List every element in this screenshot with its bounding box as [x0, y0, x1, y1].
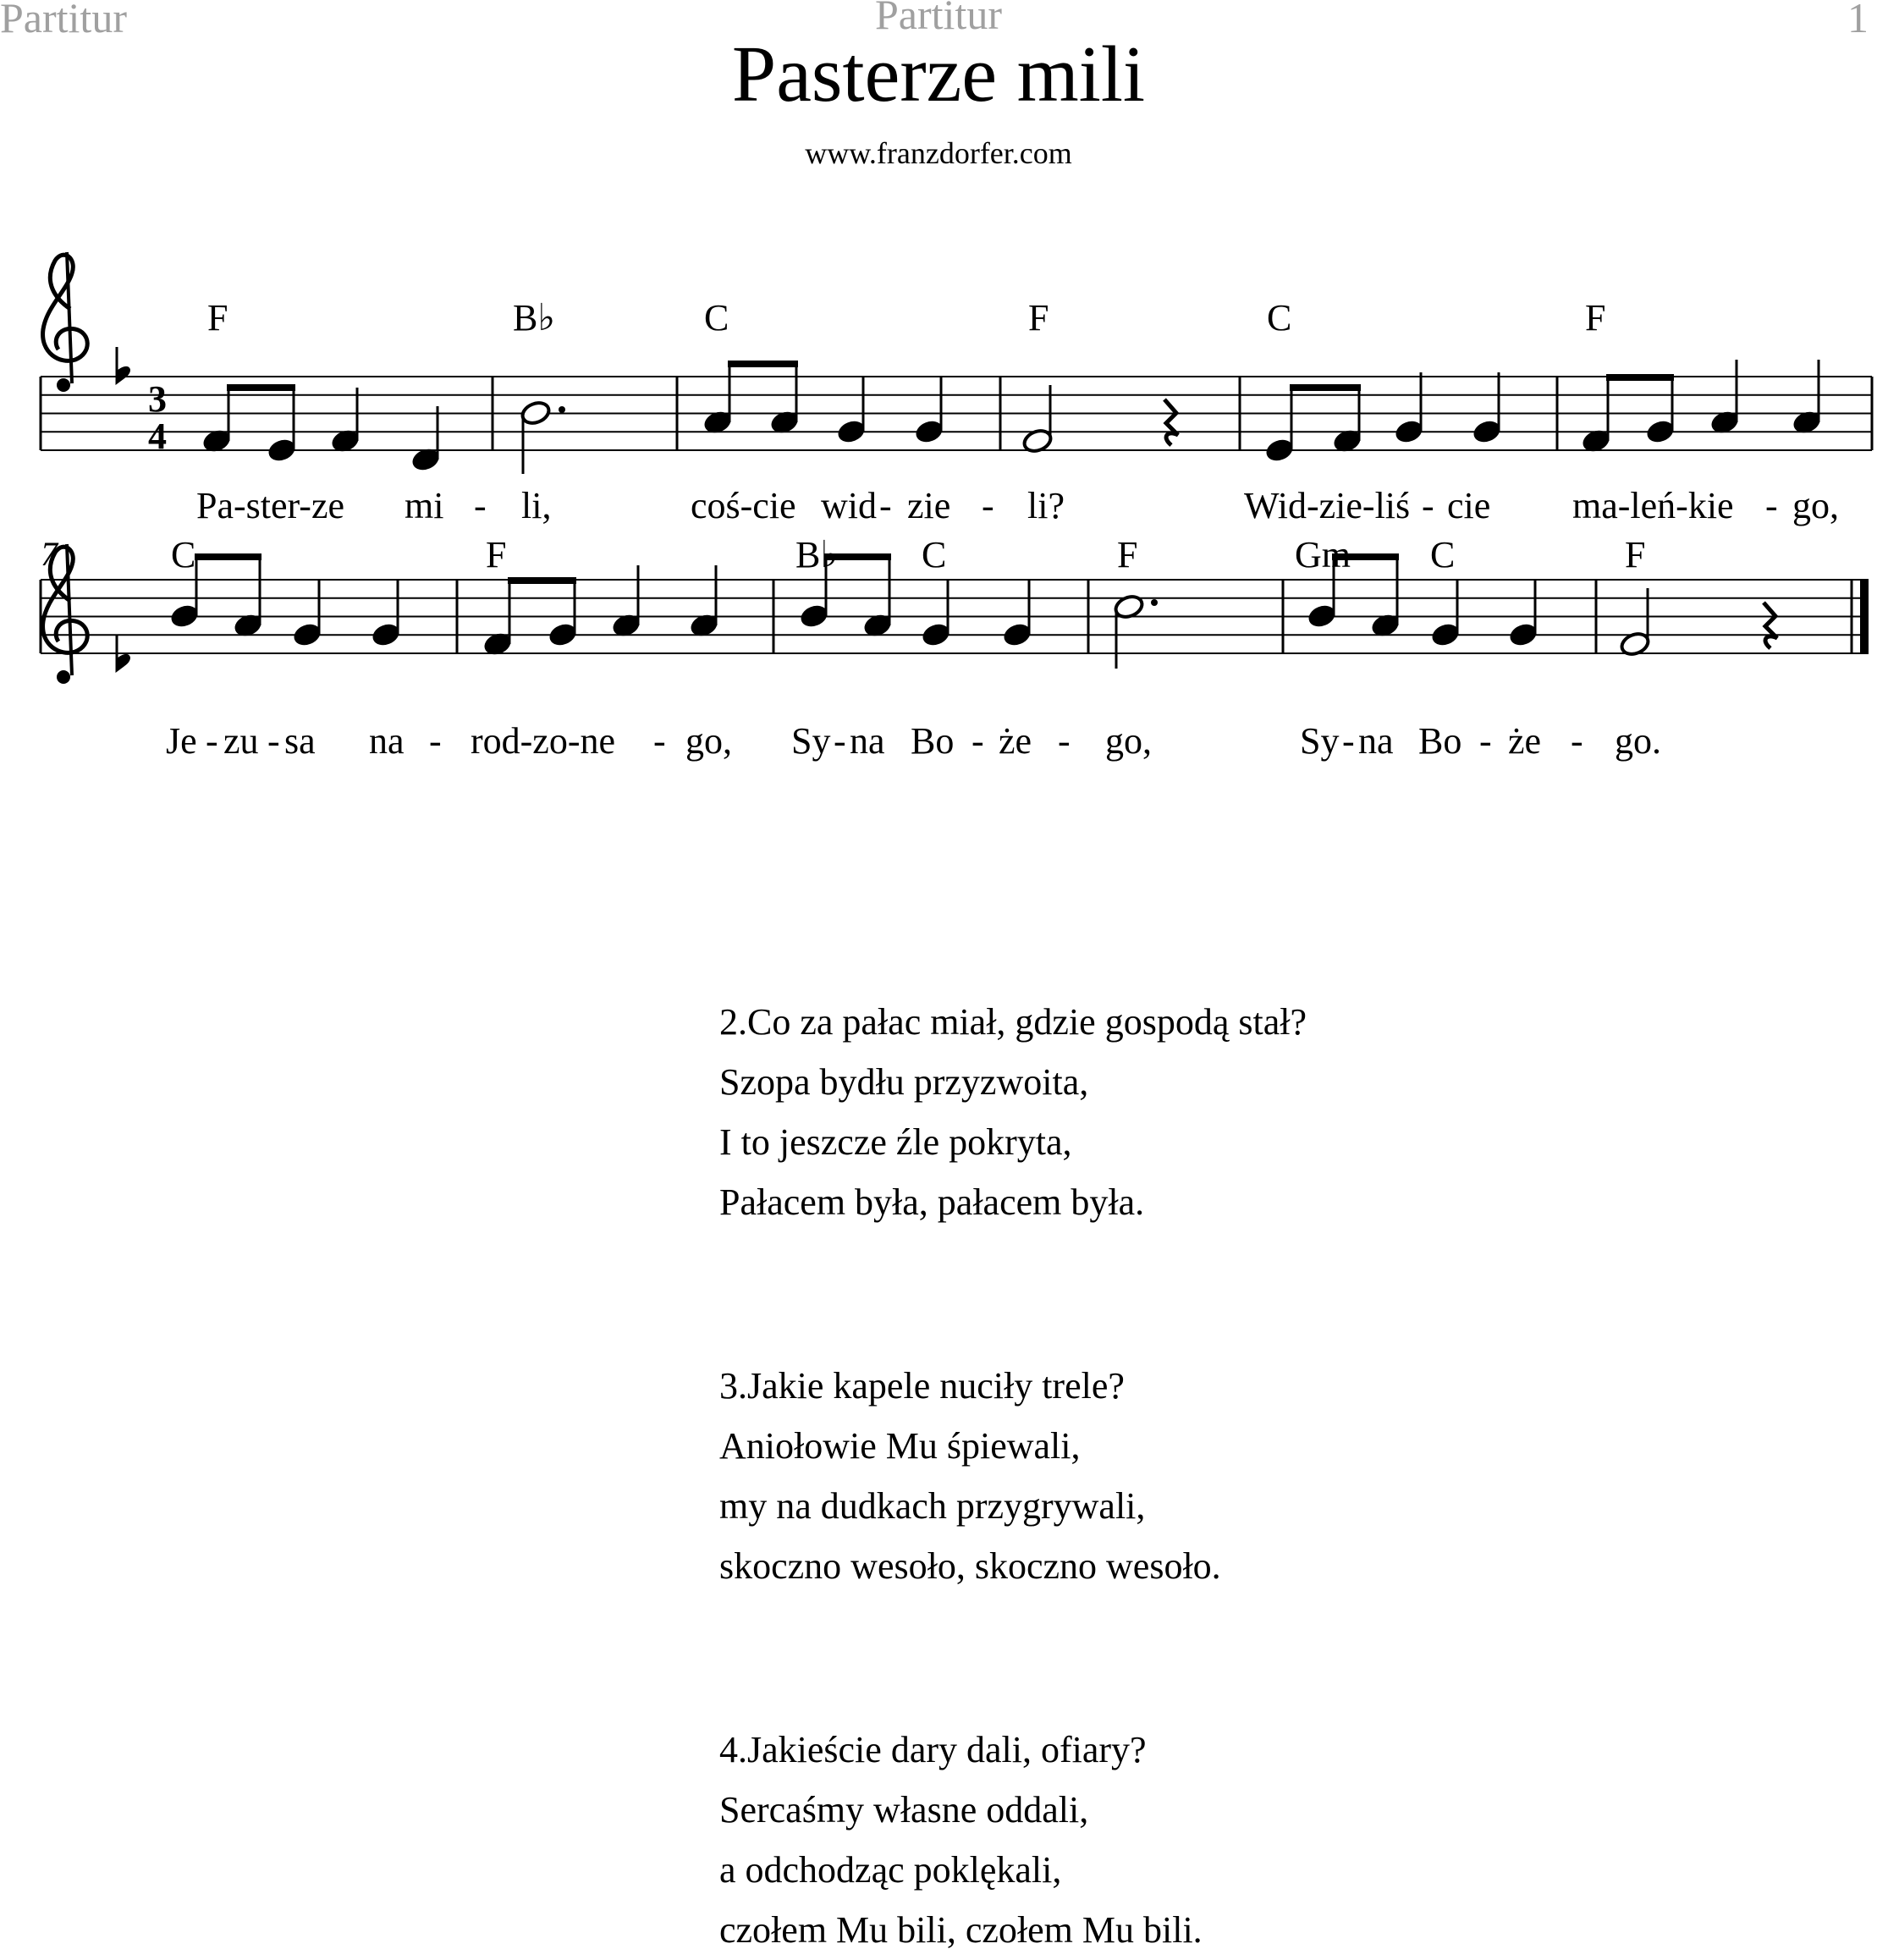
music-score [0, 0, 1877, 779]
chords-system-1 [207, 297, 1605, 339]
lyrics-system-2 [166, 720, 1661, 762]
stanza-line: a odchodząc poklękali, [719, 1849, 1062, 1891]
lyric-syllable: wid [821, 485, 877, 526]
lyric-syllable: - [1479, 720, 1492, 762]
chord-symbol: F [1585, 297, 1606, 339]
stanza-line: I to jeszcze źle pokryta, [719, 1121, 1072, 1163]
lyric-syllable: coś-cie [691, 485, 796, 526]
song-title: Pasterze mili [731, 30, 1146, 118]
chord-symbol: B♭ [795, 534, 839, 575]
lyric-syllable: li, [521, 485, 552, 526]
chord-symbol: F [1625, 534, 1646, 575]
stanza-3 [719, 1356, 1221, 1596]
stanza-line: Szopa bydłu przyzwoita, [719, 1061, 1089, 1103]
chord-symbol: F [207, 297, 228, 339]
lyric-syllable: zu [223, 720, 259, 762]
lyric-syllable: go, [1792, 485, 1839, 526]
lyric-syllable: że [999, 720, 1032, 762]
lyric-syllable: że [1508, 720, 1542, 762]
chord-symbol: C [1430, 534, 1456, 575]
chord-symbol: C [171, 534, 196, 575]
lyric-syllable: go, [1105, 720, 1152, 762]
page-number: 1 [1847, 0, 1869, 41]
stanza-4 [719, 1720, 1203, 1960]
chord-symbol: C [922, 534, 947, 575]
measure-number: 7 [41, 535, 58, 573]
lyric-syllable: zie [907, 485, 951, 526]
chords-system-2 [171, 534, 1645, 575]
note [520, 399, 552, 427]
lyric-syllable: - [1058, 720, 1071, 762]
lyric-syllable: Pa-ster-ze [196, 485, 345, 526]
chord-symbol: F [1028, 297, 1049, 339]
lyric-syllable: li? [1027, 485, 1065, 526]
lyric-syllable: - [1342, 720, 1355, 762]
lyric-syllable: - [982, 485, 994, 526]
lyric-syllable: - [1571, 720, 1583, 762]
stanza-line: Sercaśmy własne oddali, [719, 1789, 1089, 1831]
lyric-syllable: - [1765, 485, 1778, 526]
chord-symbol: F [1117, 534, 1138, 575]
lyric-syllable: ma-leń-kie [1572, 485, 1734, 526]
lyric-syllable: - [206, 720, 218, 762]
source-url: www.franzdorfer.com [805, 136, 1072, 170]
treble-clef-icon [43, 252, 88, 392]
lyric-syllable: sa [284, 720, 316, 762]
stanza-line: skoczno wesoło, skoczno wesoło. [719, 1545, 1221, 1587]
lyrics-system-1 [196, 485, 1839, 526]
header-left: Partitur [0, 0, 127, 41]
lyric-syllable: na [1358, 720, 1394, 762]
quarter-rest-icon [1164, 399, 1178, 445]
stanza-2 [719, 992, 1307, 1232]
treble-clef-icon [43, 544, 88, 684]
stanza-line: 4.Jakieście dary dali, ofiary? [719, 1729, 1147, 1770]
lyric-syllable: go, [685, 720, 732, 762]
chord-symbol: F [486, 534, 507, 575]
lyric-syllable: - [267, 720, 280, 762]
lyric-syllable: - [429, 720, 442, 762]
lyric-syllable: - [972, 720, 984, 762]
lyric-syllable: Bo [911, 720, 955, 762]
notes-system-2 [169, 553, 1777, 669]
header-center: Partitur [875, 0, 1002, 38]
chord-symbol: C [1267, 297, 1292, 339]
stanza-line: my na dudkach przygrywali, [719, 1485, 1146, 1527]
chord-symbol: B♭ [513, 297, 556, 339]
lyric-syllable: Bo [1418, 720, 1462, 762]
lyric-syllable: - [879, 485, 892, 526]
time-signature-bottom: 4 [148, 416, 167, 457]
lyric-syllable: - [653, 720, 666, 762]
lyric-syllable: mi [405, 485, 444, 526]
lyric-syllable: rod-zo-ne [471, 720, 616, 762]
lyric-syllable: Sy [1300, 720, 1340, 762]
staff-system-2 [41, 580, 1869, 653]
stanza-line: Aniołowie Mu śpiewali, [719, 1425, 1081, 1467]
lyric-syllable: - [834, 720, 846, 762]
lyric-syllable: Sy [791, 720, 831, 762]
lyric-syllable: na [369, 720, 405, 762]
lyric-syllable: - [1422, 485, 1434, 526]
lyric-syllable: Wid-zie-liś [1244, 485, 1411, 526]
lyric-syllable: cie [1447, 485, 1491, 526]
stanza-line: 3.Jakie kapele nuciły trele? [719, 1365, 1125, 1407]
lyric-syllable: - [474, 485, 487, 526]
chord-symbol: Gm [1295, 534, 1351, 575]
chord-symbol: C [704, 297, 729, 339]
lyric-syllable: Je [166, 720, 197, 762]
lyric-syllable: go. [1615, 720, 1661, 762]
quarter-rest-icon [1764, 603, 1777, 648]
time-signature-top: 3 [148, 378, 167, 420]
stanza-line: 2.Co za pałac miał, gdzie gospodą stał? [719, 1001, 1307, 1043]
stanza-line: Pałacem była, pałacem była. [719, 1181, 1145, 1223]
lyric-syllable: na [850, 720, 885, 762]
stanza-line: czołem Mu bili, czołem Mu bili. [719, 1909, 1203, 1951]
